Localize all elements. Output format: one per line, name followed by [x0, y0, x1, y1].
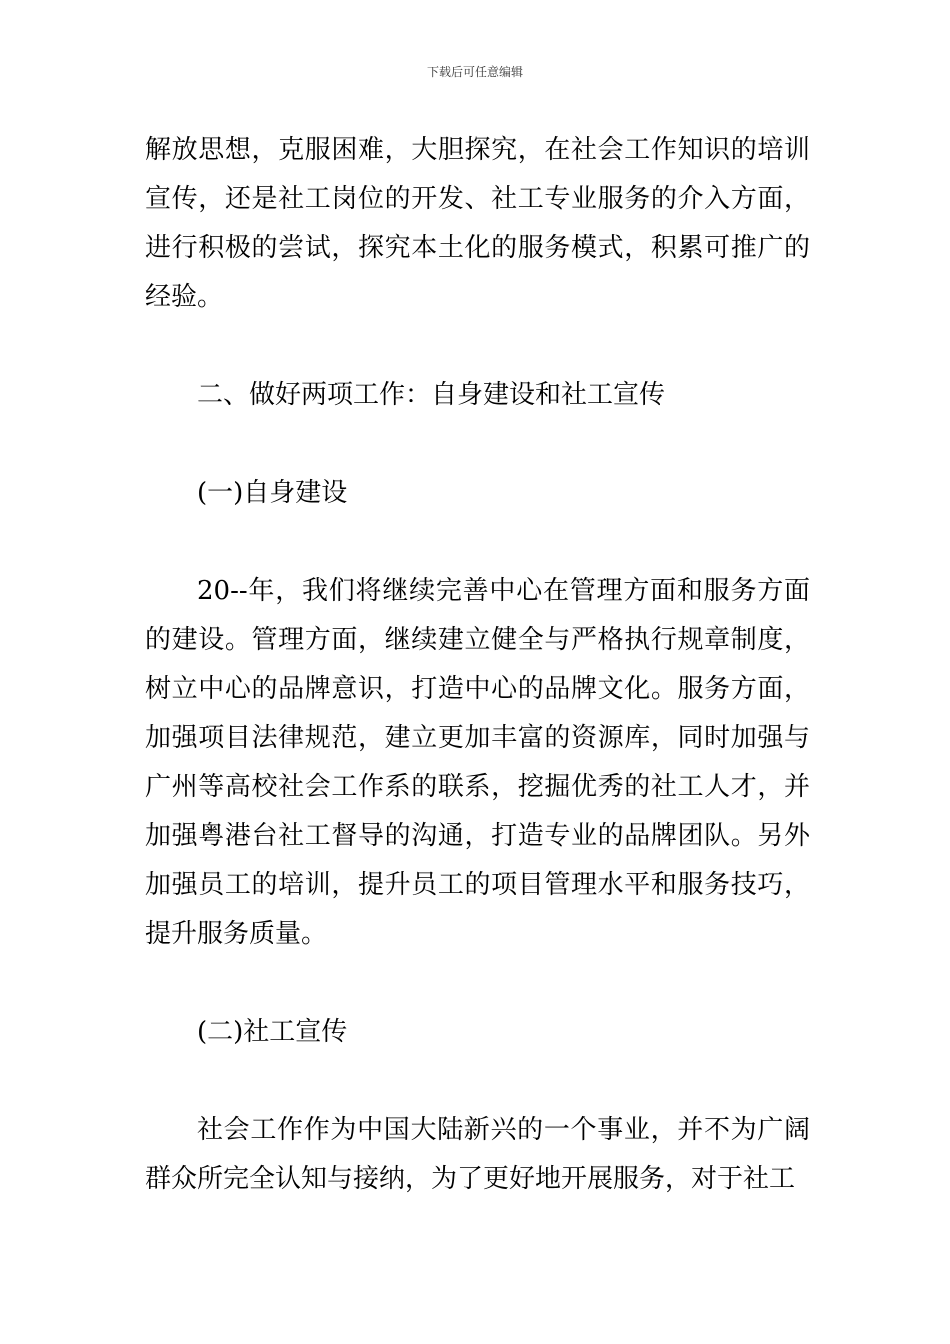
paragraph-self-building: 20--年，我们将继续完善中心在管理方面和服务方面的建设。管理方面，继续建立健全与严格执行规章制度，树立中心的品牌意识，打造中心的品牌文化。服务方面，加强项目法律规范，建立更加丰富的资源库，同时加强与广州等高校社会工作系的联系，挖掘优秀的社工人才，并加强粤港台社工督导的沟通，打造专业的品牌团队。另外加强员工的培训，提升员工的项目管理水平和服务技巧，提升服务质量。 — [145, 576, 810, 949]
paragraph-gap — [145, 322, 810, 371]
section-heading-two-tasks: 二、做好两项工作：自身建设和社工宣传 — [197, 380, 666, 410]
subsection-heading-publicity: (二)社工宣传 — [197, 1017, 348, 1047]
paragraph-publicity: 社会工作作为中国大陆新兴的一个事业，并不为广阔群众所完全认知与接纳，为了更好地开展服务，对于社工 — [145, 1115, 810, 1194]
page-header — [0, 64, 950, 80]
subsection-heading-self-building: (一)自身建设 — [197, 478, 348, 508]
paragraph-gap — [145, 1057, 810, 1106]
header-text: 下载后可任意编辑 — [426, 65, 523, 79]
paragraph-continuation: 解放思想，克服困难，大胆探究，在社会工作知识的培训宣传，还是社工岗位的开发、社工专业服务的介入方面，进行积极的尝试，探究本土化的服务模式，积累可推广的经验。 — [145, 135, 810, 312]
paragraph-gap — [145, 959, 810, 1008]
document-body — [145, 126, 810, 1204]
paragraph-gap — [145, 518, 810, 567]
paragraph-gap — [145, 420, 810, 469]
